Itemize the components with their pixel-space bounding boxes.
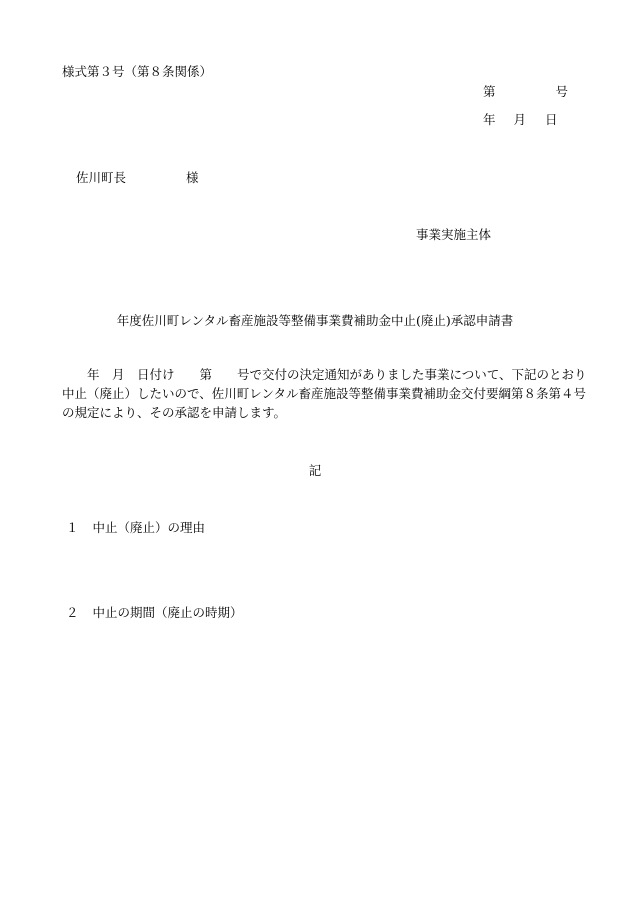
addressee-honorific: 様 [186,170,199,185]
body-line: 中止（廃止）したいので、佐川町レンタル畜産施設等整備事業費補助金交付要綱第８条第４号 [62,386,586,401]
number-prefix: 第 [483,84,496,99]
item-reason [66,520,205,536]
item-period [66,605,243,621]
date-year: 年 [483,112,496,127]
form-id: 様式第３号（第８条関係） [62,64,213,79]
body-line: 年 月 日付け 第 号で交付の決定通知がありました事業について、下記のとおり [62,367,587,382]
applicant-label: 事業実施主体 [416,227,492,242]
document-number-line [483,84,568,100]
item-label: 中止（廃止）の理由 [92,520,206,535]
body-paragraph [62,365,587,422]
item-number: １ [66,520,79,535]
date-month: 月 [513,112,527,127]
item-number: ２ [66,605,79,620]
date-day: 日 [545,112,558,127]
body-line: の規定により、その承認を申請します。 [62,405,287,420]
item-label: 中止の期間（廃止の時期） [92,605,243,620]
addressee [76,170,199,186]
ki-heading: 記 [308,463,322,478]
number-suffix: 号 [555,84,569,99]
addressee-name: 佐川町長 [76,170,127,185]
date-line [483,112,558,128]
document-title: 年度佐川町レンタル畜産施設等整備事業費補助金中止(廃止)承認申請書 [116,313,514,328]
